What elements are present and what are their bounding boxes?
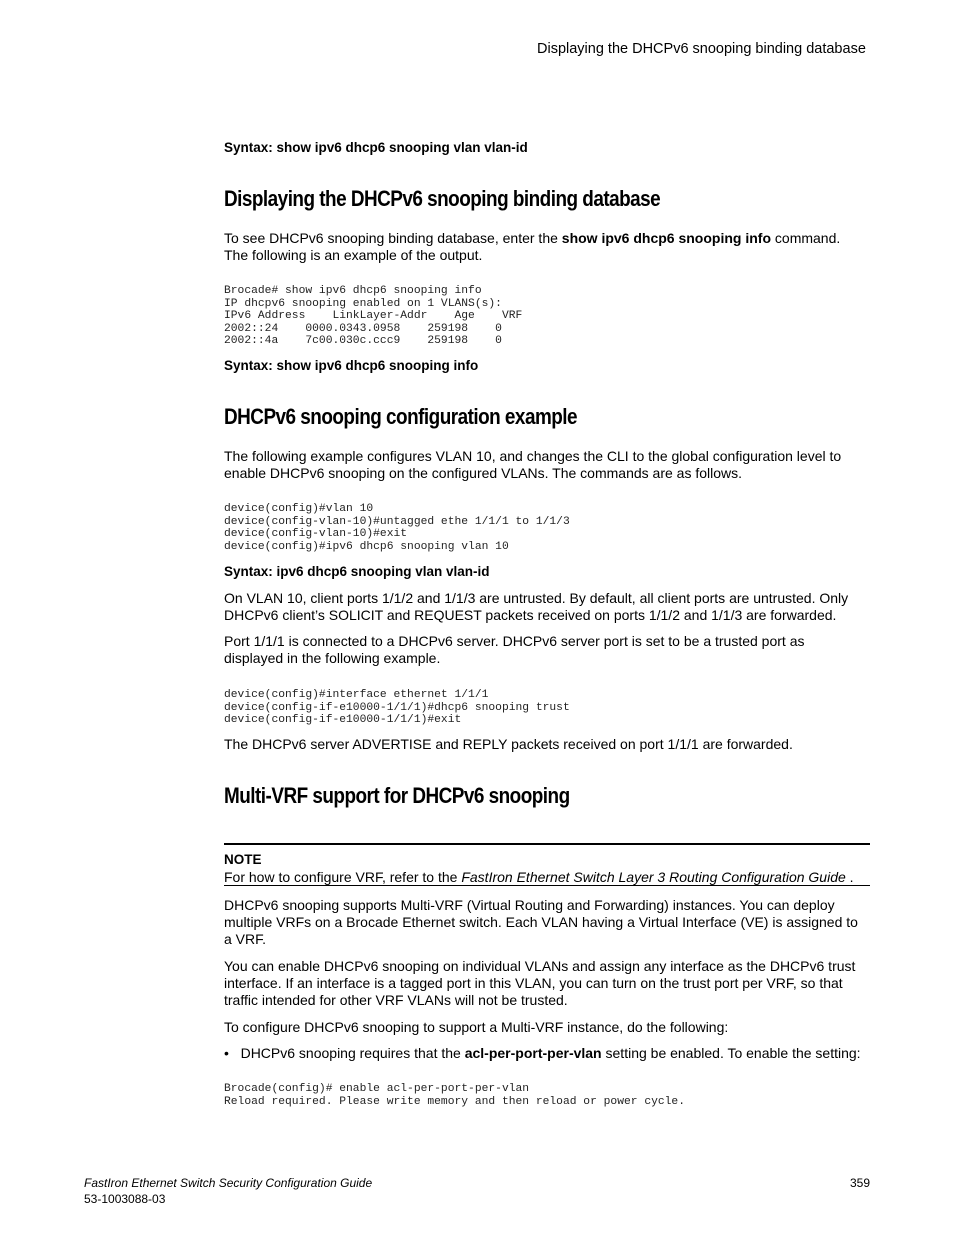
section-heading-binding-database: Displaying the DHCPv6 snooping binding database (224, 186, 661, 211)
paragraph: The DHCPv6 server ADVERTISE and REPLY packets received on port 1/1/1 are forwarded. (224, 736, 793, 752)
paragraph (224, 958, 864, 1009)
page-number: 359 (850, 1176, 871, 1190)
running-header: Displaying the DHCPv6 snooping binding database (537, 41, 866, 57)
paragraph (224, 897, 864, 948)
note-text (224, 869, 854, 885)
text: interface. If an interface is a tagged port in this VLAN, you can turn on the trust port per VRF, so that (224, 975, 843, 991)
section-heading-config-example: DHCPv6 snooping configuration example (224, 404, 578, 429)
footer-title: FastIron Ethernet Switch Security Configuration Guide (84, 1176, 373, 1190)
text: multiple VRFs on a Brocade Ethernet switch. Each VLAN having a Virtual Interface (VE) is assigned to (224, 914, 858, 930)
text: DHCPv6 snooping requires that the (240, 1045, 465, 1061)
bullet-mark: • (224, 1045, 229, 1061)
text: setting be enabled. To enable the setting: (601, 1045, 861, 1061)
section-heading-multi-vrf: Multi-VRF support for DHCPv6 snooping (224, 783, 570, 808)
text: DHCPv6 snooping supports Multi-VRF (Virtual Routing and Forwarding) instances. You can deploy (224, 897, 835, 913)
text: a VRF. (224, 931, 267, 947)
note-divider-top (224, 843, 870, 845)
command-name: acl-per-port-per-vlan (464, 1045, 602, 1061)
note-label: NOTE (224, 852, 262, 867)
syntax-line: Syntax: show ipv6 dhcp6 snooping info (224, 358, 479, 373)
text: To see DHCPv6 snooping binding database, enter the (224, 230, 562, 246)
text: Port 1/1/1 is connected to a DHCPv6 server. DHCPv6 server port is set to be a trusted port as (224, 633, 805, 649)
text: DHCPv6 client’s SOLICIT and REQUEST packets received on ports 1/1/2 and 1/1/3 are forwarded. (224, 607, 837, 623)
paragraph (224, 448, 864, 482)
text: For how to configure VRF, refer to the (224, 869, 462, 885)
text: The following is an example of the output. (224, 247, 483, 263)
code-block: device(config)#vlan 10 device(config-vlan-10)#untagged ethe 1/1/1 to 1/1/3 device(config-vlan-10)#exit device(config)#ipv6 dhcp6 snooping vlan 10 (224, 503, 570, 553)
code-block: Brocade# show ipv6 dhcp6 snooping info IP dhcpv6 snooping enabled on 1 VLANS(s): IPv6 Address LinkLayer-Addr Age VRF 2002::24 0000.0343.0958 259198 0 2002::4a 7c00.030c.ccc9 259198 0 (224, 285, 523, 347)
note-divider-bottom (224, 885, 870, 886)
guide-reference: FastIron Ethernet Switch Layer 3 Routing Configuration Guide (461, 869, 846, 885)
paragraph (224, 633, 864, 667)
text: traffic intended for other VRF VLANs will not be trusted. (224, 992, 568, 1008)
text: displayed in the following example. (224, 650, 441, 666)
code-block: Brocade(config)# enable acl-per-port-per-vlan Reload required. Please write memory and then reload or power cycle. (224, 1083, 685, 1108)
text: enable DHCPv6 snooping on the configured VLANs. The commands are as follows. (224, 465, 743, 481)
text: command. (771, 230, 841, 246)
text: You can enable DHCPv6 snooping on individual VLANs and assign any interface as the DHCPv6 trust (224, 958, 856, 974)
text: The following example configures VLAN 10, and changes the CLI to the global configuration level to (224, 448, 842, 464)
syntax-line: Syntax: show ipv6 dhcp6 snooping vlan vlan-id (224, 140, 528, 155)
command-name: show ipv6 dhcp6 snooping info (561, 230, 772, 246)
bullet-item (224, 1045, 861, 1061)
syntax-line: Syntax: ipv6 dhcp6 snooping vlan vlan-id (224, 564, 490, 579)
paragraph (224, 230, 864, 264)
paragraph (224, 590, 864, 624)
paragraph: To configure DHCPv6 snooping to support a Multi-VRF instance, do the following: (224, 1019, 729, 1035)
text: On VLAN 10, client ports 1/1/2 and 1/1/3 are untrusted. By default, all client ports are untrusted. Only (224, 590, 849, 606)
code-block: device(config)#interface ethernet 1/1/1 device(config-if-e10000-1/1/1)#dhcp6 snooping trust device(config-if-e10000-1/1/1)#exit (224, 689, 570, 726)
text: . (845, 869, 854, 885)
footer-doc-number: 53-1003088-03 (84, 1192, 166, 1206)
